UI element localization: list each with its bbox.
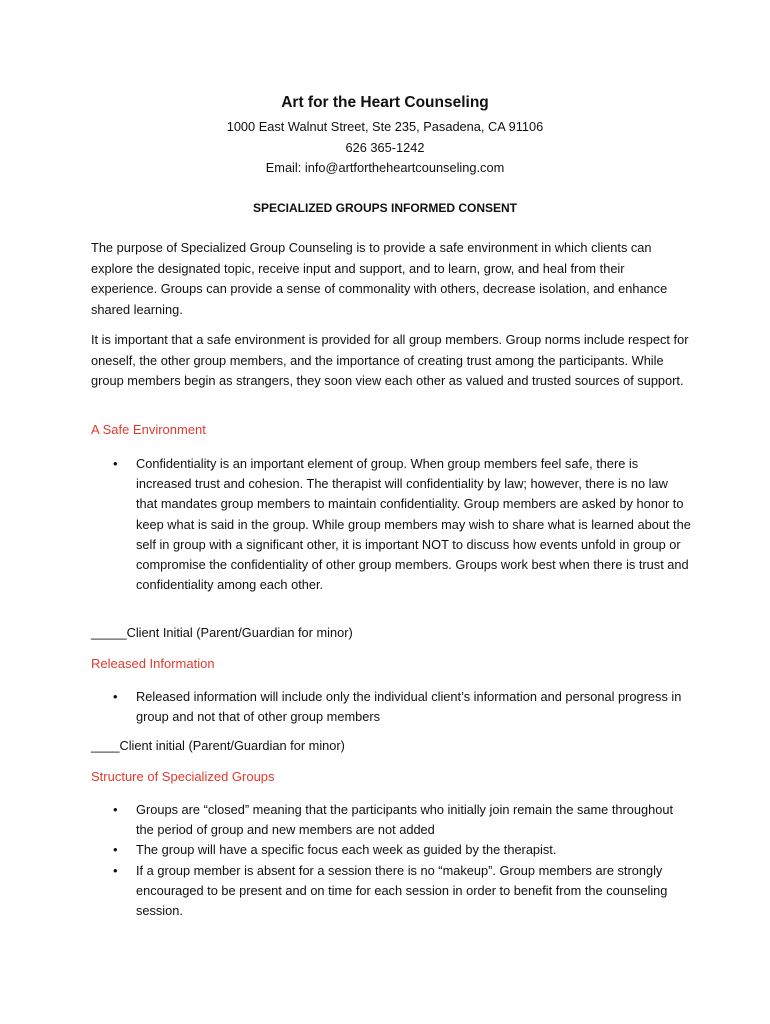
organization-phone: 626 365-1242 [345, 140, 425, 155]
list-item [91, 687, 691, 727]
list-item-text: Confidentiality is an important element of group. When group members feel safe, there is increased trust and cohesion. The therapist will confidentiality by law; however, there is no law that mandates group members to maintain confidentiality. Group members are asked by honor to keep what is said in the group. While group members may wish to share what is learned about the self in group with a significant other, it is important NOT to discuss how events unfold in group or compromise the confidentiality of other group members. Groups work best when there is trust and confidentiality among each other. [136, 456, 691, 593]
released-information-list [91, 687, 691, 727]
list-item [91, 800, 691, 840]
structure-list [91, 800, 691, 921]
list-item-text: Groups are “closed” meaning that the participants who initially join remain the same throughout the period of group and new members are not added [136, 802, 674, 838]
section-heading-safe-environment: A Safe Environment [91, 422, 206, 437]
purpose-paragraph: The purpose of Specialized Group Counseling is to provide a safe environment in which clients can explore the designated topic, receive input and support, and to learn, grow, and heal from their experience. Groups can provide a sense of commonality with others, decrease isolation, and enhance shared learning. [91, 240, 668, 317]
bullet-icon: • [113, 862, 118, 878]
list-item-text: If a group member is absent for a session there is no “makeup”. Group members are strongly encouraged to be present and on time for each session in order to benefit from the counseling session. [136, 862, 668, 919]
list-item-text: Released information will include only the individual client’s information and personal progress in group and not that of other group members [136, 689, 682, 725]
client-initial-line-1: _____Client Initial (Parent/Guardian for minor) [91, 625, 353, 640]
section-heading-released-information: Released Information [91, 656, 215, 671]
bullet-icon: • [113, 689, 118, 704]
organization-title: Art for the Heart Counseling [281, 94, 489, 111]
list-item-text: The group will have a specific focus each week as guided by the therapist. [136, 842, 557, 858]
safe-environment-list [91, 454, 691, 595]
consent-title: SPECIALIZED GROUPS INFORMED CONSENT [252, 201, 518, 215]
section-heading-structure: Structure of Specialized Groups [91, 769, 275, 784]
bullet-icon: • [113, 802, 118, 817]
organization-email: Email: info@artfortheheartcounseling.com [265, 160, 505, 175]
safe-environment-paragraph: It is important that a safe environment is provided for all group members. Group norms include respect for oneself, the other group members, and the importance of creating trust among the participants. While group members begin as strangers, they soon view each other as valued and trusted sources of support. [91, 332, 689, 389]
bullet-icon: • [113, 456, 118, 471]
bullet-icon: • [113, 842, 118, 858]
list-item [91, 454, 691, 595]
list-item [91, 861, 691, 922]
list-item [91, 840, 691, 860]
organization-address: 1000 East Walnut Street, Ste 235, Pasadena, CA 91106 [226, 119, 544, 134]
client-initial-line-2: ____Client initial (Parent/Guardian for minor) [91, 738, 345, 753]
